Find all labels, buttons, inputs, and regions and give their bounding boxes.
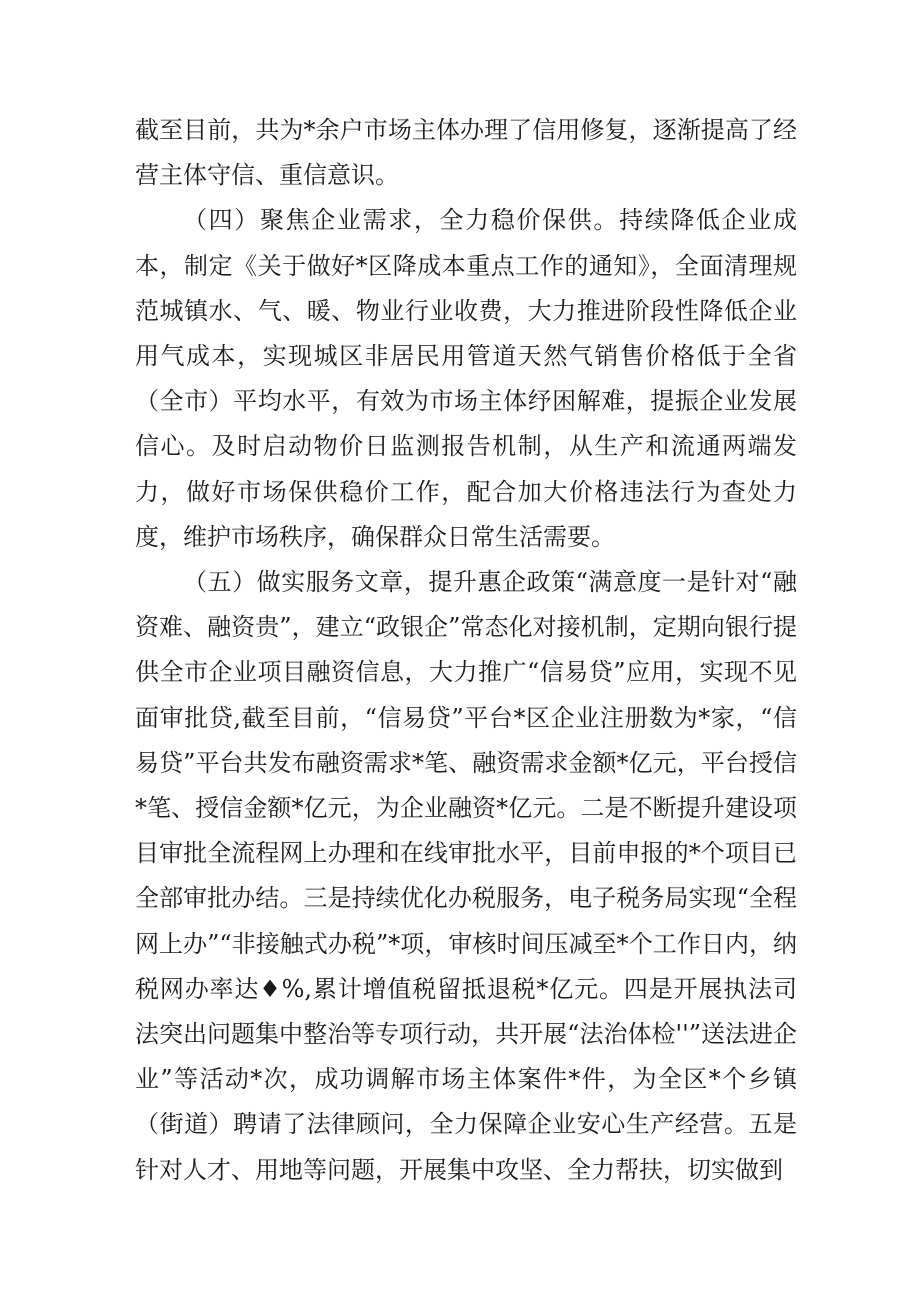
paragraph-service-policy: （五）做实服务文章，提升惠企政策“满意度一是针对“融资难、融资贵”，建立“政银企”常态化对接机制，定期向银行提供全市企业项目融资信息，大力推广“信易贷”应用，实现不见面审批贷,截至目前，“信易贷”平台*区企业注册数为*家，“信易贷”平台共发布融资需求*笔、融资需求金额*亿元，平台授信*笔、授信金额*亿元，为企业融资*亿元。二是不断提升建设项目审批全流程网上办理和在线审批水平，目前申报的*个项目已全部审批办结。三是持续优化办税服务，电子税务局实现“全程网上办”“非接触式办税”*项，审核时间压减至*个工作日内，纳税网办率达♦%,累计增值税留抵退税*亿元。四是开展执法司法突出问题集中整治等专项行动，共开展“法治体检''”送法进企业”等活动*次，成功调解市场主体案件*件，为全区*个乡镇（街道）聘请了法律顾问，全力保障企业安心生产经营。五是针对人才、用地等问题，开展集中攻坚、全力帮扶，切实做到 — [135, 568, 797, 1184]
paragraph-price-stability: （四）聚焦企业需求，全力稳价保供。持续降低企业成本，制定《关于做好*区降成本重点工作的通知》，全面清理规范城镇水、气、暖、物业行业收费，大力推进阶段性降低企业用气成本，实现城区非居民用管道天然气销售价格低于全省（全市）平均水平，有效为市场主体纾困解难，提振企业发展信心。及时启动物价日监测报告机制，从生产和流通两端发力，做好市场保供稳价工作，配合加大价格违法行为查处力度，维护市场秩序，确保群众日常生活需要。 — [135, 206, 797, 551]
paragraph-credit-repair: 截至目前，共为*余户市场主体办理了信用修复，逐渐提高了经营主体守信、重信意识。 — [135, 116, 797, 190]
body-text — [135, 108, 797, 1193]
